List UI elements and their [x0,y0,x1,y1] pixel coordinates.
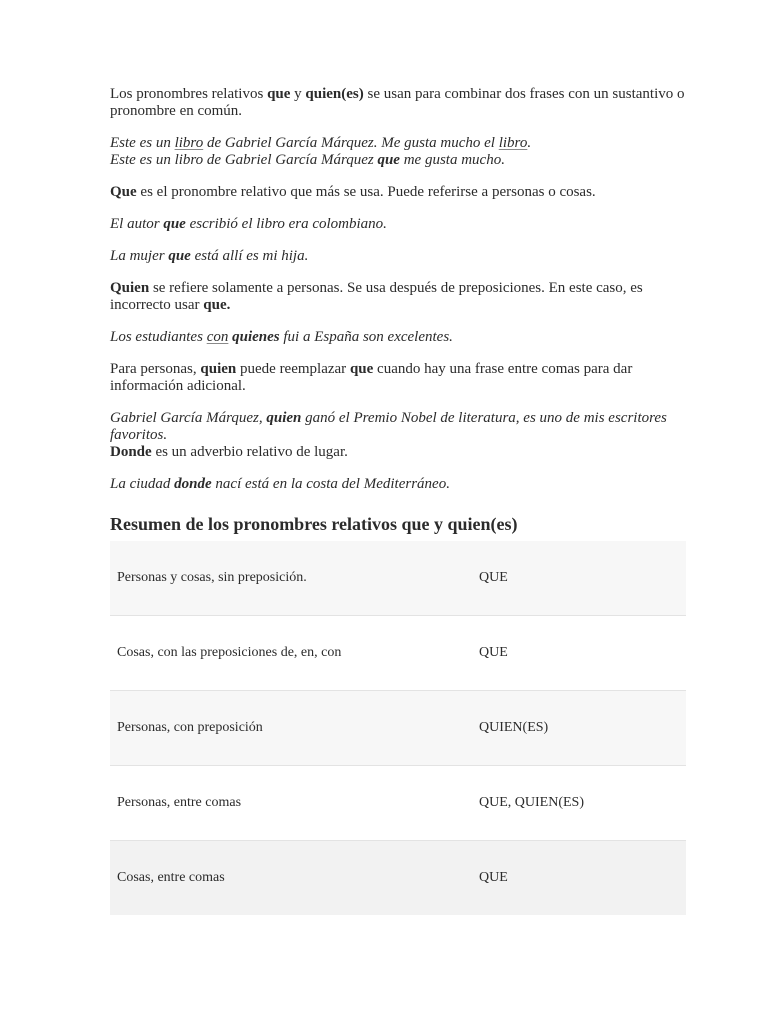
table-cell-use: Cosas, entre comas [110,841,472,916]
table-cell-use: Personas, entre comas [110,766,472,841]
table-cell-pronoun: QUE [472,616,686,691]
summary-table [110,541,686,915]
table-row [110,541,686,616]
table-row [110,616,686,691]
summary-heading: Resumen de los pronombres relativos que y quien(es) [110,514,518,534]
table-cell-use: Personas y cosas, sin preposición. [110,541,472,616]
table-cell-pronoun: QUIEN(ES) [472,691,686,766]
example-ciudad: La ciudad donde nací está en la costa del Mediterráneo. [110,476,450,492]
example-mujer: La mujer que está allí es mi hija. [110,248,309,264]
table-cell-pronoun: QUE [472,541,686,616]
example-autor: El autor que escribió el libro era colombiano. [110,216,387,232]
table-cell-use: Personas, con preposición [110,691,472,766]
table-row [110,691,686,766]
table-cell-use: Cosas, con las preposiciones de, en, con [110,616,472,691]
example-libro: Este es un libro de Gabriel García Márquez. Me gusta mucho el libro. Este es un libro de Gabriel García Márquez que me gusta mucho. [110,135,532,168]
que-rule-paragraph: Que es el pronombre relativo que más se usa. Puede referirse a personas o cosas. [110,184,596,200]
table-row [110,841,686,916]
table-cell-pronoun: QUE, QUIEN(ES) [472,766,686,841]
example-estudiantes: Los estudiantes con quienes fui a España son excelentes. [110,329,453,345]
document-body [110,86,686,915]
table-row [110,766,686,841]
example-garcia-marquez: Gabriel García Márquez, quien ganó el Premio Nobel de literatura, es uno de mis escritores favoritos. [110,410,667,443]
donde-rule-paragraph: Donde es un adverbio relativo de lugar. [110,444,348,460]
quien-rule-paragraph: Quien se refiere solamente a personas. Se usa después de preposiciones. En este caso, es incorrecto usar que. [110,280,643,313]
intro-paragraph: Los pronombres relativos que y quien(es) se usan para combinar dos frases con un sustantivo o pronombre en común. [110,86,685,119]
commas-rule-paragraph: Para personas, quien puede reemplazar que cuando hay una frase entre comas para dar información adicional. [110,361,633,394]
table-cell-pronoun: QUE [472,841,686,916]
